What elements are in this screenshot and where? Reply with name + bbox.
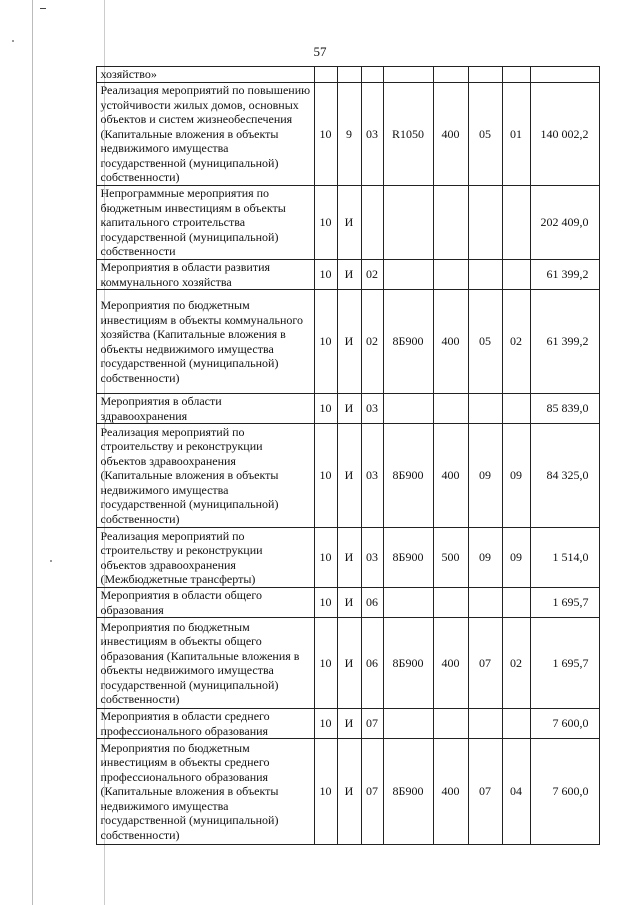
table-row [62, 67, 599, 83]
cell-expense-type [433, 260, 468, 290]
cell-subsection [502, 260, 530, 290]
cell-subsection: 02 [502, 618, 530, 709]
cell-target-code: 8Б900 [383, 290, 433, 394]
cell-section [468, 260, 502, 290]
cell-row-description: Мероприятия в области здравоохранения [96, 394, 314, 424]
page-number: 57 [313, 44, 327, 59]
cell-code-2: И [337, 588, 361, 618]
cell-code-3 [361, 67, 383, 83]
blank-column-cell [62, 290, 96, 394]
cell-target-code [383, 709, 433, 739]
cell-target-code [383, 394, 433, 424]
cell-section: 05 [468, 83, 502, 186]
cell-row-description: Мероприятия в области общего образования [96, 588, 314, 618]
table-row [62, 83, 599, 186]
cell-target-code [383, 260, 433, 290]
cell-expense-type: 400 [433, 290, 468, 394]
cell-code-1: 10 [314, 588, 337, 618]
cell-subsection [502, 394, 530, 424]
cell-subsection [502, 186, 530, 260]
cell-code-2: И [337, 709, 361, 739]
cell-code-1: 10 [314, 290, 337, 394]
cell-row-description: Реализация мероприятий по строительству и реконструкции объектов здравоохранения (Межбюджетные трансферты) [96, 528, 314, 588]
cell-amount: 61 399,2 [530, 290, 599, 394]
cell-code-2: И [337, 186, 361, 260]
cell-expense-type [433, 394, 468, 424]
cell-expense-type [433, 186, 468, 260]
cell-row-description: Мероприятия по бюджетным инвестициям в объекты коммунального хозяйства (Капитальные вложения в объекты недвижимого имущества государственной (муниципальной) собственности) [96, 290, 314, 394]
cell-expense-type: 400 [433, 424, 468, 528]
cell-amount: 140 002,2 [530, 83, 599, 186]
cell-code-1: 10 [314, 186, 337, 260]
cell-code-2: И [337, 394, 361, 424]
cell-target-code: 8Б900 [383, 618, 433, 709]
cell-section: 07 [468, 618, 502, 709]
cell-code-3: 02 [361, 260, 383, 290]
cell-amount: 1 695,7 [530, 618, 599, 709]
table-row [62, 739, 599, 845]
cell-expense-type: 400 [433, 83, 468, 186]
cell-section [468, 67, 502, 83]
scan-mark [50, 560, 52, 562]
cell-subsection [502, 709, 530, 739]
cell-subsection [502, 588, 530, 618]
table-row [62, 618, 599, 709]
cell-section: 07 [468, 739, 502, 845]
cell-target-code: 8Б900 [383, 424, 433, 528]
cell-target-code: 8Б900 [383, 528, 433, 588]
cell-section [468, 588, 502, 618]
table-row [62, 588, 599, 618]
cell-code-2: 9 [337, 83, 361, 186]
blank-column-cell [62, 186, 96, 260]
cell-target-code [383, 186, 433, 260]
cell-code-1: 10 [314, 424, 337, 528]
cell-section [468, 709, 502, 739]
budget-table [62, 66, 600, 845]
cell-code-2: И [337, 739, 361, 845]
table-row [62, 424, 599, 528]
blank-column-cell [62, 618, 96, 709]
cell-code-2: И [337, 528, 361, 588]
cell-amount: 7 600,0 [530, 739, 599, 845]
table-row [62, 394, 599, 424]
cell-amount: 61 399,2 [530, 260, 599, 290]
cell-amount [530, 67, 599, 83]
cell-row-description: Реализация мероприятий по строительству и реконструкции объектов здравоохранения (Капитальные вложения в объекты недвижимого имущества государственной (муниципальной) собственности) [96, 424, 314, 528]
left-margin-rule [32, 0, 33, 905]
cell-code-2: И [337, 424, 361, 528]
scan-mark [12, 40, 14, 42]
blank-column-cell [62, 67, 96, 83]
cell-section: 09 [468, 528, 502, 588]
cell-code-3: 03 [361, 424, 383, 528]
cell-code-3: 02 [361, 290, 383, 394]
cell-row-description: Мероприятия в области среднего профессионального образования [96, 709, 314, 739]
cell-code-1 [314, 67, 337, 83]
cell-section [468, 186, 502, 260]
cell-code-3 [361, 186, 383, 260]
cell-amount: 1 514,0 [530, 528, 599, 588]
cell-subsection: 09 [502, 528, 530, 588]
cell-expense-type: 400 [433, 618, 468, 709]
cell-code-1: 10 [314, 709, 337, 739]
cell-code-2: И [337, 290, 361, 394]
cell-amount: 202 409,0 [530, 186, 599, 260]
blank-column-cell [62, 739, 96, 845]
blank-column-cell [62, 424, 96, 528]
cell-target-code [383, 588, 433, 618]
cell-code-3: 07 [361, 739, 383, 845]
table-row [62, 260, 599, 290]
blank-column-cell [62, 83, 96, 186]
cell-expense-type [433, 67, 468, 83]
cell-row-description: Мероприятия в области развития коммунального хозяйства [96, 260, 314, 290]
cell-code-3: 07 [361, 709, 383, 739]
cell-code-2: И [337, 260, 361, 290]
cell-amount: 1 695,7 [530, 588, 599, 618]
cell-subsection: 04 [502, 739, 530, 845]
cell-code-1: 10 [314, 260, 337, 290]
cell-target-code: R1050 [383, 83, 433, 186]
cell-code-1: 10 [314, 83, 337, 186]
cell-code-3: 03 [361, 394, 383, 424]
blank-column-cell [62, 588, 96, 618]
cell-expense-type [433, 588, 468, 618]
scan-mark [40, 8, 46, 9]
table-row [62, 290, 599, 394]
cell-row-description: Мероприятия по бюджетным инвестициям в объекты среднего профессионального образования (Капитальные вложения в объекты недвижимого имущества государственной (муниципальной) собственности) [96, 739, 314, 845]
table-row [62, 528, 599, 588]
cell-row-description: Непрограммные мероприятия по бюджетным инвестициям в объекты капитального строительства государственной (муниципальной) собственности [96, 186, 314, 260]
cell-subsection: 09 [502, 424, 530, 528]
blank-column-cell [62, 260, 96, 290]
blank-column-cell [62, 394, 96, 424]
table-body [62, 67, 599, 845]
cell-row-description: Реализация мероприятий по повышению устойчивости жилых домов, основных объектов и систем жизнеобеспечения (Капитальные вложения в объекты недвижимого имущества государственной (муниципальной) собственности) [96, 83, 314, 186]
cell-code-1: 10 [314, 394, 337, 424]
table-row [62, 186, 599, 260]
cell-amount: 84 325,0 [530, 424, 599, 528]
cell-code-3: 03 [361, 528, 383, 588]
cell-row-description: хозяйство» [96, 67, 314, 83]
cell-code-2: И [337, 618, 361, 709]
cell-target-code: 8Б900 [383, 739, 433, 845]
cell-section: 05 [468, 290, 502, 394]
cell-expense-type: 500 [433, 528, 468, 588]
cell-subsection: 02 [502, 290, 530, 394]
cell-target-code [383, 67, 433, 83]
table-row [62, 709, 599, 739]
cell-expense-type [433, 709, 468, 739]
cell-section: 09 [468, 424, 502, 528]
blank-column-cell [62, 709, 96, 739]
blank-column-cell [62, 528, 96, 588]
cell-code-1: 10 [314, 528, 337, 588]
cell-code-1: 10 [314, 618, 337, 709]
cell-code-3: 03 [361, 83, 383, 186]
cell-code-1: 10 [314, 739, 337, 845]
cell-subsection: 01 [502, 83, 530, 186]
cell-amount: 7 600,0 [530, 709, 599, 739]
cell-code-3: 06 [361, 618, 383, 709]
cell-subsection [502, 67, 530, 83]
cell-expense-type: 400 [433, 739, 468, 845]
cell-section [468, 394, 502, 424]
cell-code-3: 06 [361, 588, 383, 618]
cell-code-2 [337, 67, 361, 83]
cell-row-description: Мероприятия по бюджетным инвестициям в объекты общего образования (Капитальные вложения в объекты недвижимого имущества государственной (муниципальной) собственности) [96, 618, 314, 709]
cell-amount: 85 839,0 [530, 394, 599, 424]
